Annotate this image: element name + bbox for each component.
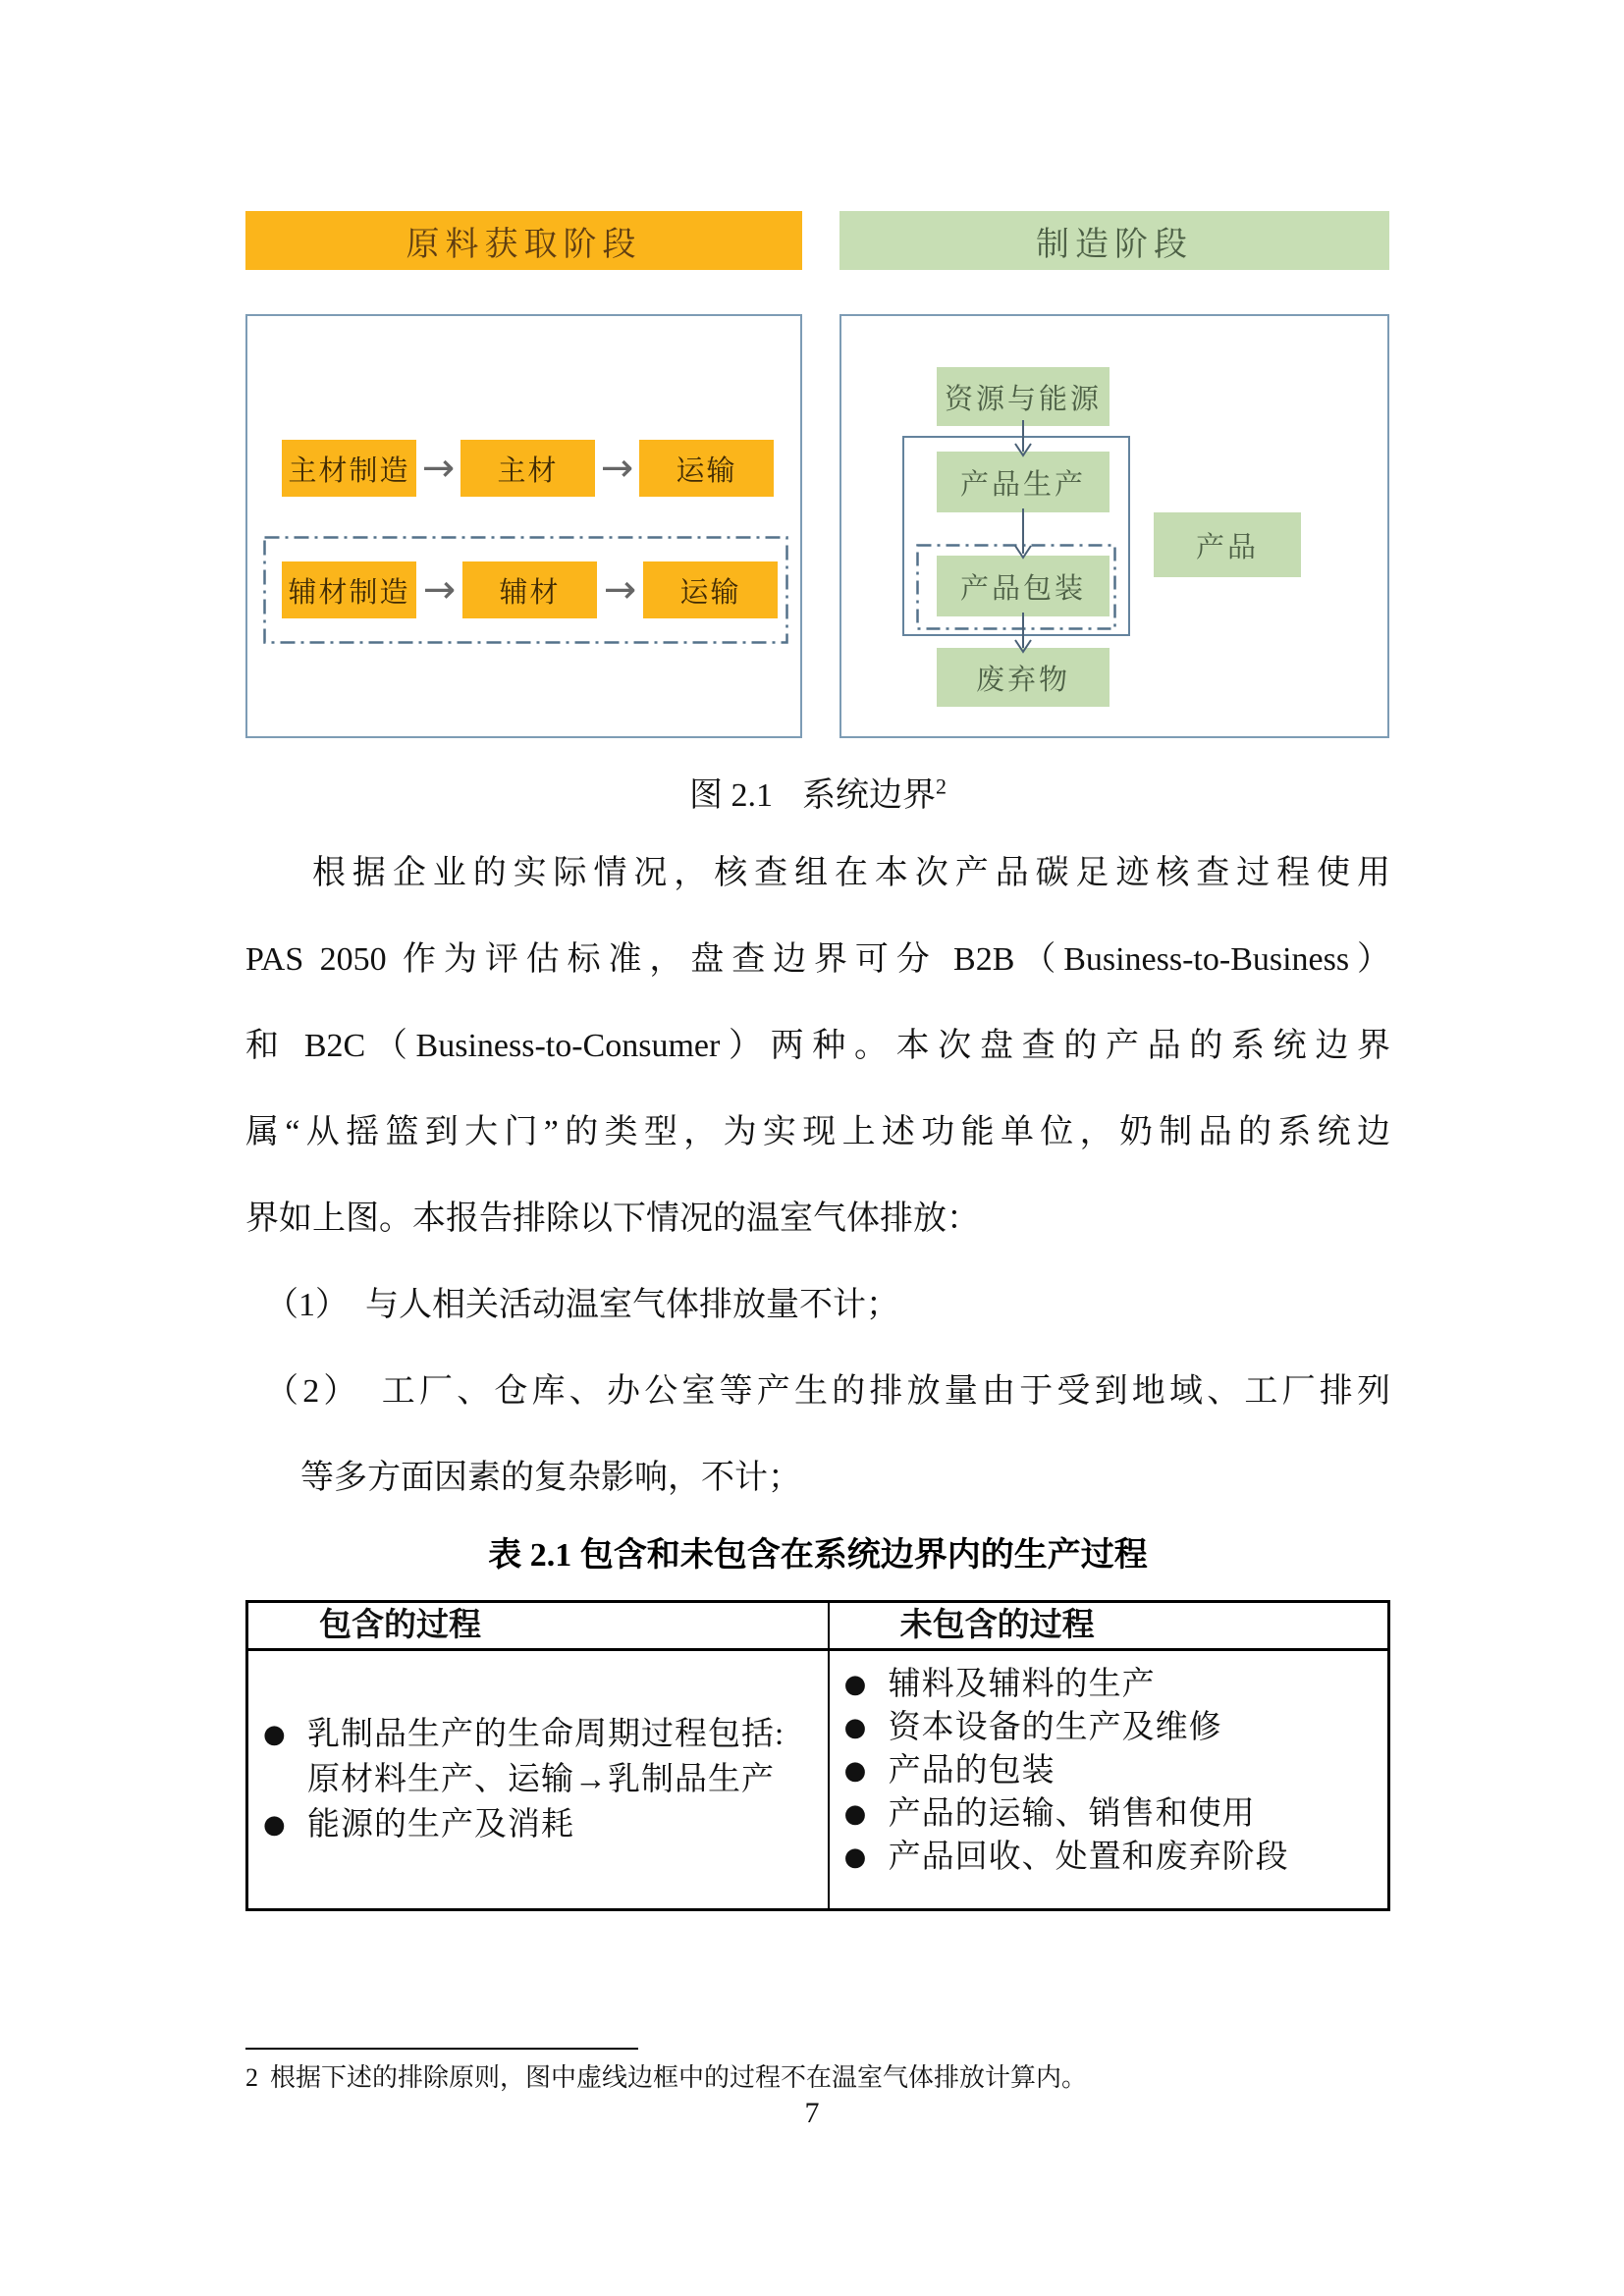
stage-header-raw-material: 原料获取阶段: [245, 211, 802, 270]
list-item: ● 资本设备的生产及维修: [830, 1706, 1387, 1749]
flow-node-aux-material: 辅材: [462, 561, 597, 618]
bullet-icon: ●: [263, 1720, 286, 1749]
flow-node-product-packaging: 产品包装: [937, 556, 1110, 616]
arrow-right-icon: →: [422, 567, 457, 613]
body-line: 和 B2C（Business-to-Consumer）两种。本次盘查的产品的系统边界: [245, 1028, 1390, 1064]
body-line: 属“从摇篮到大门”的类型，为实现上述功能单位，奶制品的系统边: [245, 1114, 1390, 1150]
table-title: 表 2.1 包含和未包含在系统边界内的生产过程: [488, 1537, 1148, 1574]
body-text: [245, 830, 1390, 1522]
arrow-right-icon: →: [603, 567, 637, 613]
manufacturing-panel: [839, 314, 1389, 738]
list-item-2: （2） 工厂、仓库、办公室等产生的排放量由于受到地域、工厂排列: [265, 1373, 1390, 1410]
flow-node-product: 产品: [1154, 512, 1301, 577]
main-material-flow: [282, 440, 774, 497]
footnote-reference: 2: [936, 774, 947, 799]
bullet-icon: ●: [843, 1756, 867, 1786]
list-item: ● 辅料及辅料的生产: [830, 1663, 1387, 1706]
list-item: ● 产品回收、处置和废弃阶段: [830, 1836, 1387, 1879]
bullet-spacer: [248, 1757, 307, 1802]
footnote-separator: [245, 2048, 638, 2050]
system-boundary-figure: [245, 211, 1389, 738]
list-item-1: （1） 与人相关活动温室气体排放量不计；: [265, 1287, 899, 1323]
bullet-icon: ●: [263, 1810, 286, 1840]
flow-node-resources-energy: 资源与能源: [937, 367, 1110, 426]
flow-node-product-production: 产品生产: [937, 452, 1110, 512]
table-cell-included: [248, 1651, 830, 1908]
body-line: PAS 2050 作为评估标准，盘查边界可分 B2B（Business-to-Business）: [245, 941, 1390, 978]
body-line: 根据企业的实际情况，核查组在本次产品碳足迹核查过程使用: [312, 855, 1390, 891]
page-number: 7: [804, 2097, 820, 2129]
table-cell-excluded: [830, 1651, 1387, 1908]
arrow-right-icon: →: [600, 446, 634, 491]
body-line: 界如上图。本报告排除以下情况的温室气体排放：: [245, 1201, 980, 1237]
bullet-icon: ●: [843, 1713, 867, 1742]
flow-node-waste: 废弃物: [937, 648, 1110, 707]
list-item: ● 产品的包装: [830, 1749, 1387, 1792]
footnote-text: 根据下述的排除原则，图中虚线边框中的过程不在温室气体排放计算内。: [270, 2063, 1088, 2092]
list-item: ● 乳制品生产的生命周期过程包括:: [248, 1712, 828, 1757]
flow-node-main-material: 主材: [460, 440, 595, 497]
footnote-marker: 2: [245, 2063, 258, 2092]
list-item-2-continued: 等多方面因素的复杂影响，不计；: [300, 1460, 801, 1496]
flow-node-main-material-manufacture: 主材制造: [282, 440, 416, 497]
bullet-icon: ●: [843, 1670, 867, 1699]
list-item: ● 产品的运输、销售和使用: [830, 1792, 1387, 1836]
arrow-down-icon: [1012, 508, 1034, 560]
bullet-icon: ●: [843, 1799, 867, 1829]
flow-node-aux-material-manufacture: 辅材制造: [282, 561, 416, 618]
list-item: ● 能源的生产及消耗: [248, 1802, 828, 1847]
auxiliary-material-flow: [282, 561, 778, 618]
flow-node-aux-transport: 运输: [643, 561, 778, 618]
table-header-included: 包含的过程: [248, 1603, 830, 1648]
table-body-row: [248, 1651, 1387, 1908]
table-header-excluded: 未包含的过程: [899, 1608, 1095, 1643]
table-included-excluded: [245, 1600, 1390, 1911]
figure-caption-label: 图 2.1: [689, 777, 773, 814]
figure-caption: [245, 768, 1390, 816]
arrow-right-icon: →: [421, 446, 456, 491]
bullet-icon: ●: [843, 1842, 867, 1872]
list-item-continuation: 原材料生产、运输→乳制品生产: [248, 1757, 828, 1802]
raw-material-panel: [245, 314, 802, 738]
excluded-boundary-dashed-box: [263, 536, 788, 644]
table-header-row: [248, 1603, 1387, 1651]
flow-node-transport: 运输: [639, 440, 774, 497]
stage-header-manufacturing: 制造阶段: [839, 211, 1389, 270]
figure-caption-title: 系统边界: [802, 777, 936, 814]
arrow-down-icon: [1012, 613, 1034, 654]
footnote: [245, 2059, 1390, 2097]
arrow-down-icon: [1012, 420, 1034, 457]
